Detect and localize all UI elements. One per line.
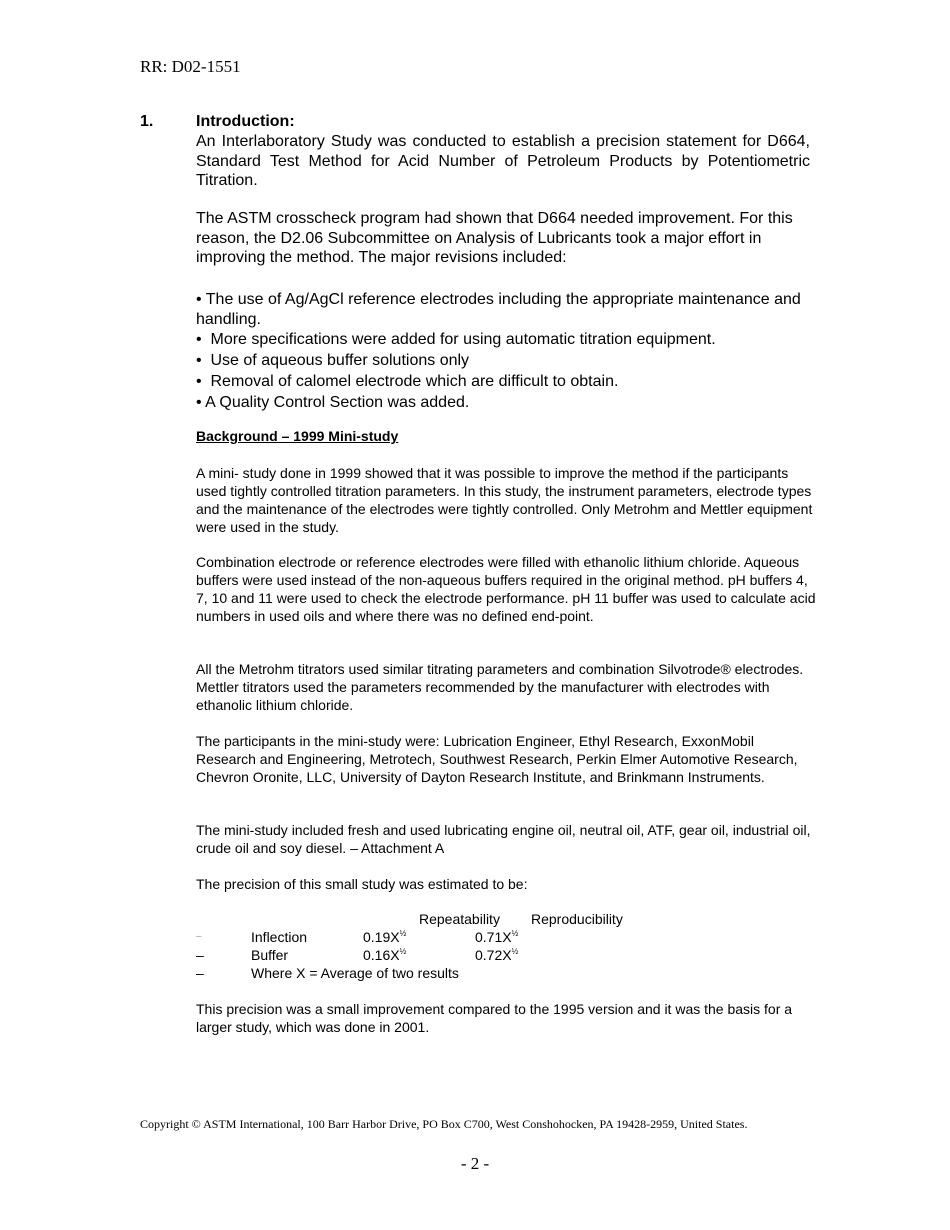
reproducibility-header: Reproducibility [531,911,623,927]
precision-reproducibility-value: $0.72X^{\frac{1}{2}}$ [475,947,519,963]
precision-row-label: Inflection [251,929,308,945]
precision-reproducibility-value: $0.71X^{\frac{1}{2}}$ [475,929,519,945]
bullet-icon: • [196,394,202,411]
bullet-icon: • [196,352,202,369]
page-number: - 2 - [460,1154,490,1173]
precision-repeatability-value: $0.19X^{\frac{1}{2}}$ [363,929,407,945]
repeatability-header: Repeatability [419,911,500,927]
bullet-item: • A Quality Control Section was added. [196,394,470,411]
bullet-item: • The use of Ag/AgCl reference electrodes including the appropriate maintenance and handling. [196,291,801,328]
dash-marker: – [196,965,204,981]
background-paragraph: Combination electrode or reference electrodes were filled with ethanolic lithium chloride. Aqueous buffers were used instead of the non-aqueous buffers required in the original method. pH buffers 4, 7, 10 and 11 were used to check the electrode performance. pH 11 buffer was used to calculate acid numbers in used oils and where there was no defined end-point. [196,554,816,624]
copyright-notice: Copyright © ASTM International, 100 Barr Harbor Drive, PO Box C700, West Conshohocken, PA 19428-2959, United States. [140,1117,748,1131]
section-number: 1. [140,113,154,130]
closing-paragraph: This precision was a small improvement compared to the 1995 version and it was the basis for a larger study, which was done in 2001. [196,1001,793,1035]
bullet-icon: • [196,373,202,390]
section-title: Introduction: [196,113,295,130]
background-paragraph: All the Metrohm titrators used similar titrating parameters and combination Silvotrode® electrodes. Mettler titrators used the parameters recommended by the manufacturer with electrodes with ethanolic lithium chloride. [196,661,804,713]
bullet-icon: • [196,291,202,308]
bullet-icon: • [196,331,202,348]
bullet-item: • Use of aqueous buffer solutions only [196,352,470,369]
dash-marker: – [196,931,202,942]
precision-repeatability-value: $0.16X^{\frac{1}{2}}$ [363,947,407,963]
bullet-item: • More specifications were added for using automatic titration equipment. [196,331,716,348]
dash-marker: – [196,947,204,963]
report-id: RR: D02-1551 [140,57,241,76]
background-paragraph: The mini-study included fresh and used lubricating engine oil, neutral oil, ATF, gear oil, industrial oil, crude oil and soy diesel. – Attachment A [196,822,811,856]
bullet-item: • Removal of calomel electrode which are difficult to obtain. [196,373,619,390]
intro-paragraph-2: The ASTM crosscheck program had shown that D664 needed improvement. For this reason, the D2.06 Subcommittee on Analysis of Lubricants took a major effort in improving the method. The major revisions included: [196,210,793,266]
background-heading: Background – 1999 Mini-study [196,428,399,444]
background-paragraph: The participants in the mini-study were: Lubrication Engineer, Ethyl Research, ExxonMobil Research and Engineering, Metrotech, Southwest Research, Perkin Elmer Automotive Research, Chevron Oronite, LLC, University of Dayton Research Institute, and Brinkmann Instruments. [196,733,798,785]
intro-paragraph-1: An Interlaboratory Study was conducted to establish a precision statement for D664, Standard Test Method for Acid Number of Petroleum Products by Potentiometric Titration. [196,133,810,189]
precision-row-label: Buffer [251,947,289,963]
background-paragraph: A mini- study done in 1999 showed that it was possible to improve the method if the participants used tightly controlled titration parameters. In this study, the instrument parameters, electrode types and the maintenance of the electrodes were tightly controlled. Only Metrohm and Mettler equipment were used in the study. [196,465,813,535]
precision-note: Where X = Average of two results [251,965,459,981]
background-paragraph: The precision of this small study was estimated to be: [196,876,528,892]
